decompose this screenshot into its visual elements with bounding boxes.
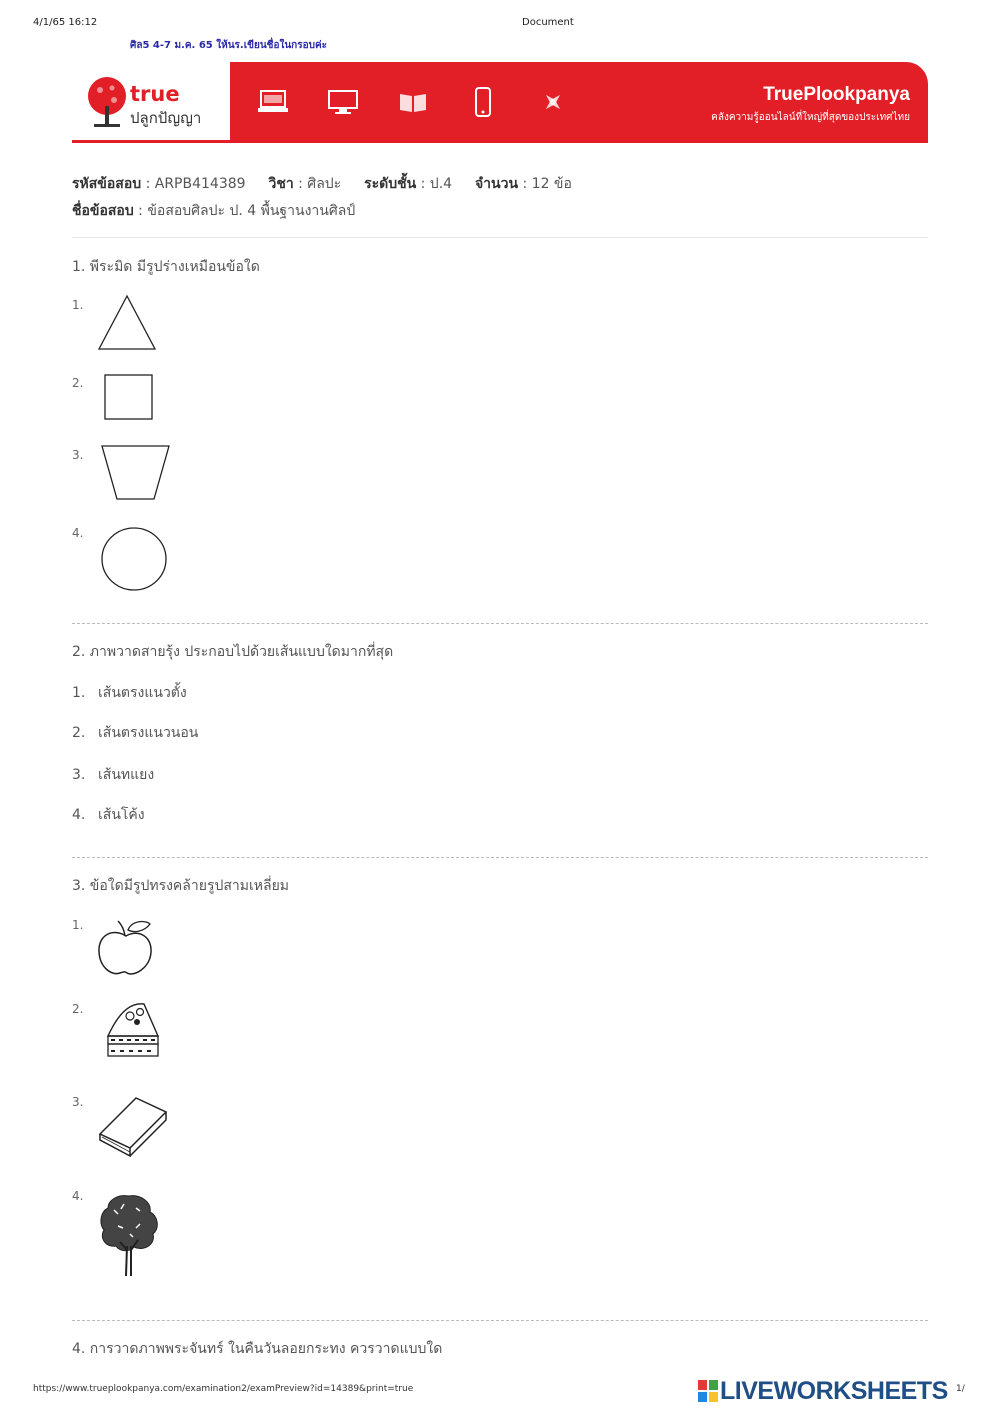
name-label: ชื่อข้อสอบ <box>72 203 134 219</box>
print-title: Document <box>522 17 574 28</box>
banner-red-bar <box>228 62 928 143</box>
watermark-text: LIVEWORKSHEETS <box>720 1377 948 1405</box>
q2-option-3[interactable] <box>72 764 154 786</box>
q3-option-2-number[interactable]: 2. <box>72 1002 84 1016</box>
book-icon[interactable] <box>398 87 428 117</box>
option-number: 4. <box>72 807 86 823</box>
option-label: เส้นทแยง <box>98 767 155 783</box>
exam-count: : 12 ข้อ <box>518 176 572 192</box>
level-label: ระดับชั้น <box>364 176 417 192</box>
triangle-icon[interactable] <box>96 293 158 353</box>
divider <box>72 237 928 238</box>
q1-option-1-number[interactable]: 1. <box>72 298 84 312</box>
tree-icon[interactable] <box>96 1190 162 1278</box>
count-label: จำนวน <box>474 176 519 192</box>
circle-icon[interactable] <box>99 524 171 594</box>
brand-name: TruePlookpanya <box>763 84 910 105</box>
q2-option-2[interactable] <box>72 722 198 744</box>
question-1: 1. พีระมิด มีรูปร่างเหมือนข้อใด <box>72 259 260 275</box>
liveworksheets-watermark <box>698 1377 948 1406</box>
logo-word: true <box>130 82 180 106</box>
exam-name: : ข้อสอบศิลปะ ป. 4 พื้นฐานงานศิลป์ <box>133 203 356 219</box>
trapezoid-icon[interactable] <box>99 443 173 503</box>
q1-option-4-number[interactable]: 4. <box>72 526 84 540</box>
cake-slice-icon[interactable] <box>100 996 166 1064</box>
q1-option-2-number[interactable]: 2. <box>72 376 84 390</box>
book-icon[interactable] <box>96 1094 170 1162</box>
option-label: เส้นตรงแนวนอน <box>98 725 199 741</box>
q1-option-3-number[interactable]: 3. <box>72 448 84 462</box>
q2-option-1[interactable] <box>72 682 187 704</box>
question-divider <box>72 1320 928 1321</box>
exam-level: : ป.4 <box>416 176 453 192</box>
mobile-icon[interactable] <box>468 87 498 117</box>
teacher-note: ศิล5 4-7 ม.ค. 65 ให้นร.เขียนชื่อในกรอบค่ะ <box>130 40 328 51</box>
option-label: เส้นตรงแนวตั้ง <box>98 685 187 701</box>
q2-option-4[interactable] <box>72 804 145 826</box>
exam-code: : ARPB414389 <box>141 176 246 192</box>
q3-option-1-number[interactable]: 1. <box>72 918 84 932</box>
q3-option-4-number[interactable]: 4. <box>72 1189 84 1203</box>
question-divider <box>72 857 928 858</box>
print-date: 4/1/65 16:12 <box>33 17 98 28</box>
logo-thai: ปลูกปัญญา <box>130 109 202 127</box>
option-number: 3. <box>72 767 86 783</box>
option-number: 2. <box>72 725 86 741</box>
liveworksheets-logo-icon <box>698 1380 718 1402</box>
logo[interactable] <box>72 62 230 143</box>
subject-label: วิชา <box>268 176 294 192</box>
print-url: https://www.trueplookpanya.com/examination2/examPreview?id=14389&print=true <box>33 1384 414 1394</box>
brand-tagline: คลังความรู้ออนไลน์ที่ใหญ่ที่สุดของประเทศไทย <box>711 112 910 123</box>
compass-icon[interactable] <box>538 87 568 117</box>
question-4: 4. การวาดภาพพระจันทร์ ในคืนวันลอยกระทง ควรวาดแบบใด <box>72 1341 443 1357</box>
option-number: 1. <box>72 685 86 701</box>
monitor-icon[interactable] <box>328 87 358 117</box>
code-label: รหัสข้อสอบ <box>72 176 142 192</box>
option-label: เส้นโค้ง <box>98 807 145 823</box>
exam-subject: : ศิลปะ <box>293 176 342 192</box>
q3-option-3-number[interactable]: 3. <box>72 1095 84 1109</box>
question-divider <box>72 623 928 624</box>
site-banner <box>72 62 928 143</box>
square-icon[interactable] <box>102 372 156 422</box>
exam-name-line <box>72 200 355 222</box>
tree-logo-icon <box>86 76 128 128</box>
laptop-icon[interactable] <box>258 87 288 117</box>
page-number: 1/ <box>956 1384 965 1394</box>
apple-icon[interactable] <box>94 916 158 980</box>
exam-meta-line <box>72 173 572 195</box>
question-2: 2. ภาพวาดสายรุ้ง ประกอบไปด้วยเส้นแบบใดมากที่สุด <box>72 644 394 660</box>
question-3: 3. ข้อใดมีรูปทรงคล้ายรูปสามเหลี่ยม <box>72 878 290 894</box>
